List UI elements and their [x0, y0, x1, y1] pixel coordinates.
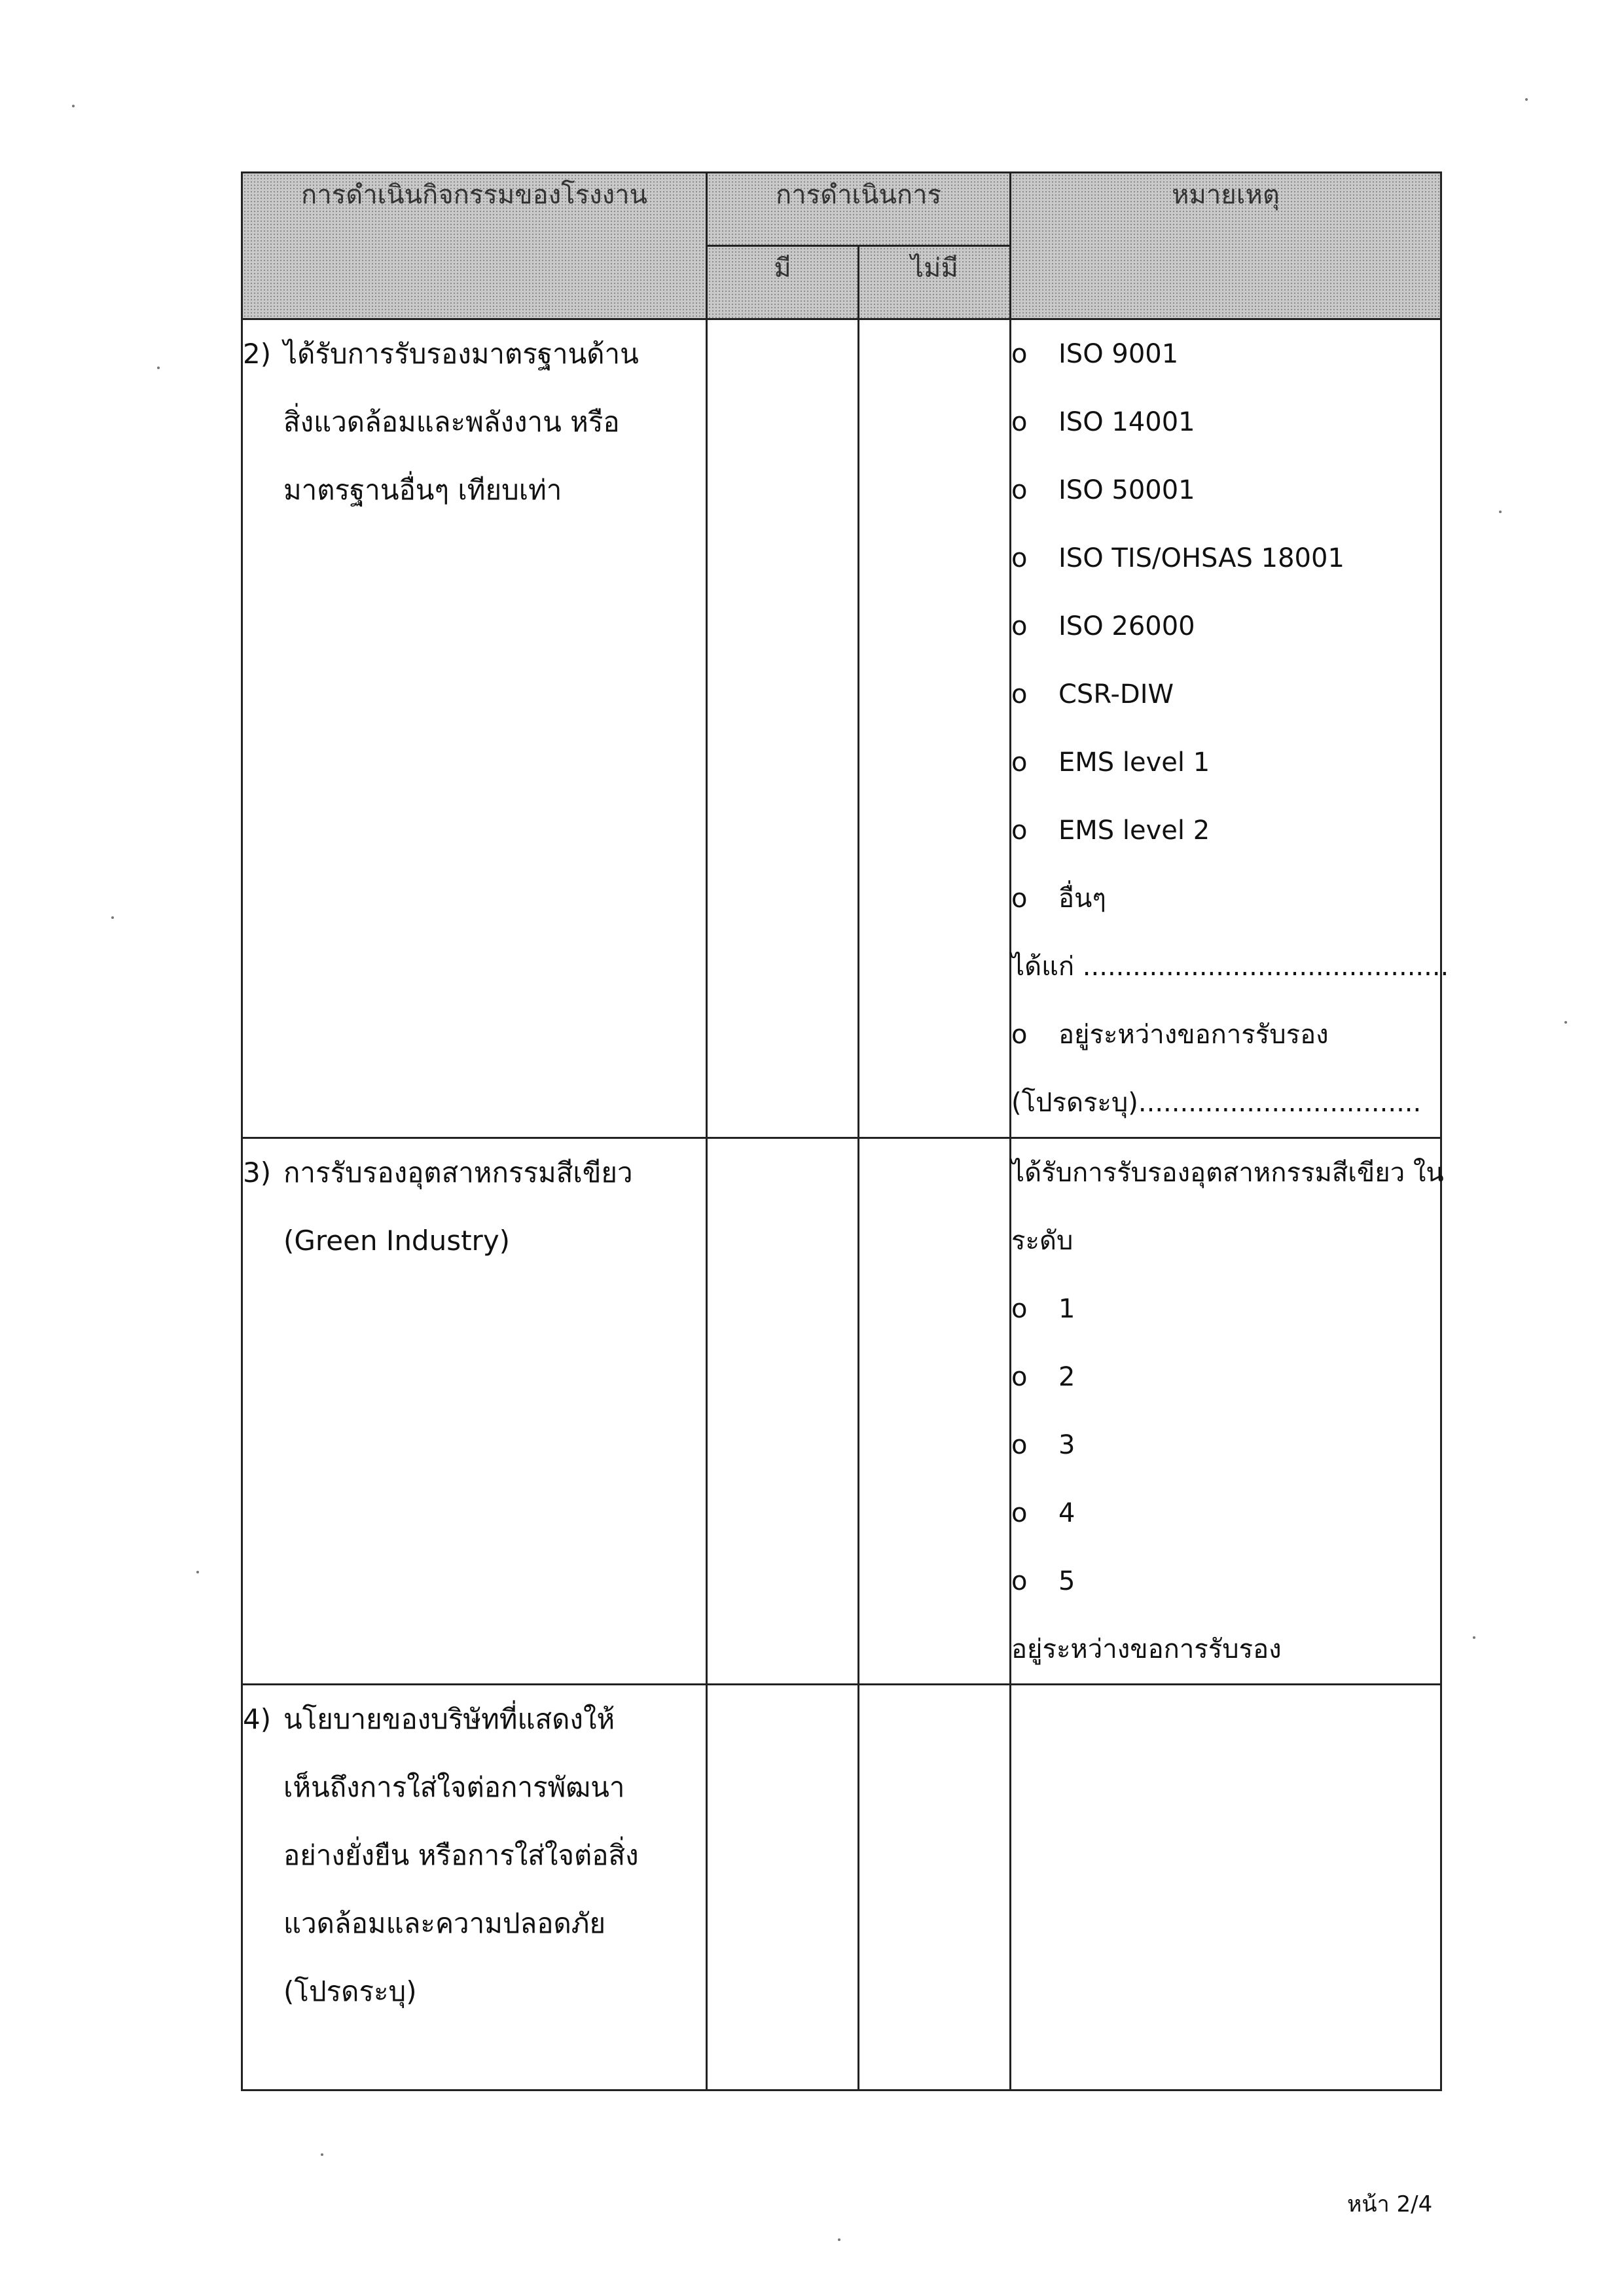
option-circle-icon: o — [1011, 543, 1028, 573]
remark-option-label: ISO 9001 — [1058, 339, 1179, 369]
option-circle-icon: o — [1011, 407, 1028, 437]
remark-option-label: ISO 26000 — [1058, 611, 1195, 641]
remark-option[interactable] — [1011, 320, 1440, 388]
option-circle-icon: o — [1011, 1566, 1028, 1596]
please-specify-line[interactable]: (โปรดระบุ).................................. — [1011, 1088, 1422, 1118]
table-row — [242, 1685, 1441, 2090]
remark-option[interactable] — [1011, 865, 1440, 933]
not-have-checkbox-cell[interactable] — [859, 319, 1011, 1138]
level-option[interactable] — [1011, 1547, 1440, 1615]
table-row — [242, 319, 1441, 1138]
activity-cell — [242, 1138, 707, 1685]
scan-speck — [111, 916, 114, 919]
remarks-cell — [1011, 1138, 1444, 1685]
have-checkbox-cell[interactable] — [707, 1685, 859, 2090]
page-number: หน้า 2/4 — [1347, 2191, 1433, 2217]
remark-option[interactable] — [1011, 456, 1440, 524]
scan-speck — [1499, 511, 1502, 513]
level-option[interactable] — [1011, 1343, 1440, 1411]
option-circle-icon: o — [1011, 747, 1028, 778]
activity-cell — [242, 1685, 707, 2090]
operation-column-header: การดำเนินการ — [707, 173, 1011, 246]
item-number: 3) — [243, 1157, 272, 1189]
item-number: 4) — [243, 1703, 272, 1735]
remark-option[interactable] — [1011, 660, 1440, 728]
remark-option[interactable] — [1011, 524, 1440, 592]
pending-certification-text: อยู่ระหว่างขอการรับรอง — [1011, 1634, 1282, 1664]
option-circle-icon: o — [1011, 679, 1028, 709]
level-option-label: 5 — [1058, 1566, 1075, 1596]
remark-option[interactable] — [1011, 1001, 1440, 1069]
remark-option-label: ISO 50001 — [1058, 475, 1195, 505]
level-option[interactable] — [1011, 1411, 1440, 1479]
scan-speck — [1473, 1636, 1475, 1639]
level-option[interactable] — [1011, 1275, 1440, 1343]
scan-speck — [196, 1571, 199, 1573]
item-number: 2) — [243, 338, 272, 370]
remark-text: ระดับ — [1011, 1226, 1074, 1256]
remark-option[interactable] — [1011, 728, 1440, 797]
remark-text: ได้รับการรับรองอุตสาหกรรมสีเขียว ใน — [1011, 1158, 1444, 1188]
remark-option-label: EMS level 2 — [1058, 816, 1210, 846]
option-circle-icon: o — [1011, 1362, 1028, 1392]
level-option-label: 4 — [1058, 1498, 1075, 1528]
remarks-cell — [1011, 319, 1449, 1138]
not-have-column-header: ไม่มี — [859, 246, 1011, 319]
activity-table — [241, 171, 1449, 2091]
option-circle-icon: o — [1011, 884, 1028, 914]
option-circle-icon: o — [1011, 816, 1028, 846]
scan-speck — [838, 2238, 840, 2241]
level-option-label: 3 — [1058, 1430, 1075, 1460]
scan-speck — [1564, 1021, 1567, 1024]
have-column-header: มี — [707, 246, 859, 319]
item-text: นโยบายของบริษัทที่แสดงให้เห็นถึงการใส่ใจต่อการพัฒนาอย่างยั่งยืน หรือการใส่ใจต่อสิ่งแวดล้อมและความปลอดภัย (โปรดระบุ) — [283, 1703, 639, 2007]
level-option[interactable] — [1011, 1479, 1440, 1547]
activity-column-header: การดำเนินกิจกรรมของโรงงาน — [242, 173, 707, 319]
remark-option-label: EMS level 1 — [1058, 747, 1210, 778]
option-circle-icon: o — [1011, 339, 1028, 369]
remark-option-label: CSR-DIW — [1058, 679, 1174, 709]
scan-speck — [1525, 98, 1528, 101]
level-option-label: 2 — [1058, 1362, 1075, 1392]
remark-option-label: อื่นๆ — [1058, 884, 1106, 914]
option-circle-icon: o — [1011, 1430, 1028, 1460]
have-checkbox-cell[interactable] — [707, 1138, 859, 1685]
scan-speck — [157, 367, 160, 369]
remarks-column-header: หมายเหตุ — [1011, 173, 1441, 319]
option-circle-icon: o — [1011, 1020, 1028, 1050]
option-circle-icon: o — [1011, 1498, 1028, 1528]
scan-speck — [321, 2153, 323, 2156]
item-text: ได้รับการรับรองมาตรฐานด้านสิ่งแวดล้อมและพลังงาน หรือมาตรฐานอื่นๆ เทียบเท่า — [283, 338, 639, 506]
remark-option[interactable] — [1011, 388, 1440, 456]
item-text: การรับรองอุตสาหกรรมสีเขียว (Green Industry) — [283, 1157, 633, 1257]
other-specify-line[interactable]: ได้แก่ ............................................ — [1011, 952, 1449, 982]
remark-option-label: อยู่ระหว่างขอการรับรอง — [1058, 1020, 1329, 1050]
table-row — [242, 1138, 1441, 1685]
not-have-checkbox-cell[interactable] — [859, 1685, 1011, 2090]
remark-option-label: ISO 14001 — [1058, 407, 1195, 437]
scan-speck — [72, 105, 75, 107]
option-circle-icon: o — [1011, 475, 1028, 505]
activity-cell — [242, 319, 707, 1138]
remark-option[interactable] — [1011, 797, 1440, 865]
have-checkbox-cell[interactable] — [707, 319, 859, 1138]
remarks-cell[interactable] — [1011, 1685, 1441, 2090]
remark-option-label: ISO TIS/OHSAS 18001 — [1058, 543, 1344, 573]
not-have-checkbox-cell[interactable] — [859, 1138, 1011, 1685]
remark-option[interactable] — [1011, 592, 1440, 660]
option-circle-icon: o — [1011, 611, 1028, 641]
option-circle-icon: o — [1011, 1294, 1028, 1324]
level-option-label: 1 — [1058, 1294, 1075, 1324]
